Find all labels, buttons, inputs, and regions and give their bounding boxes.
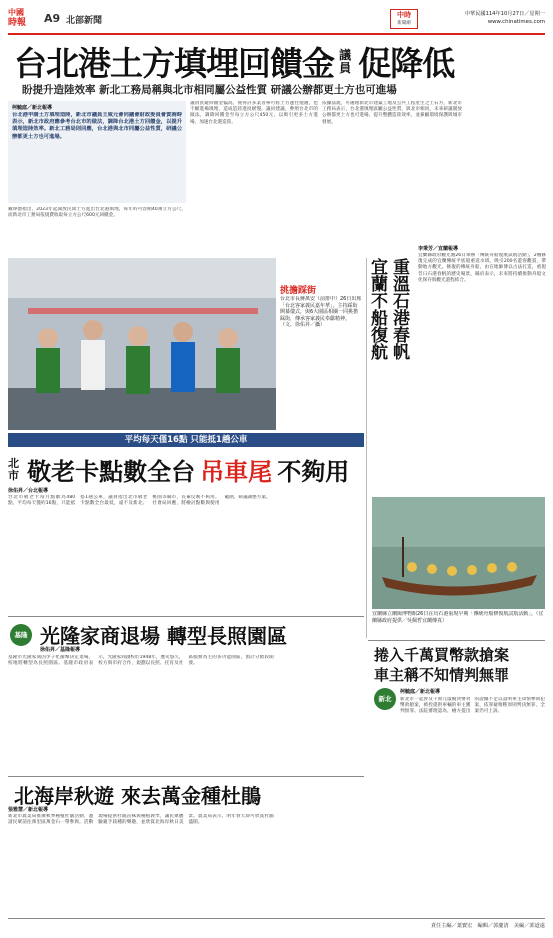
story1-lead: 台北港申請土方填埋造陸，新北市議員王威元會同議會財政委員會質詢時表示，新北市政府應參考台北市的做法，調降台北港土方回饋金，以提升填埋造陸效率。新北工務局則回應，台北港與北市同屬公益性質，研議公辦都更土方也可進場。 <box>12 112 182 140</box>
website-url: www.chinatimes.com <box>487 19 545 25</box>
story1-body-right: 依據法規，可處理新北市建築工地及公共工程產生之土石方，新北市工務局表示，台北港填埋區屬公益性質，與北市相同，未來研議開放公辦都更土方也可進場，提升整體造陸效率，並兼顧環境保護與城市發展。 <box>322 101 462 125</box>
story4-body: 基隆市光隆家商因少子化衝擊決定退場，校地將轉型為長照園區。基隆市政府表示，光隆家商創校於1948年，歷史悠久，校方與市府合作，規劃以長照、托育及社區服務為主的多功能園區，預計分階段開發。 <box>8 655 274 667</box>
story3-headline-main: 敬老卡點數全台 <box>27 458 196 486</box>
logo-bottom-text: 時報 <box>8 18 27 28</box>
story1-headline <box>14 38 544 83</box>
parade-photo-caption: 台北市長蔣萬安（前排中）26日出席「台北客家義民嘉年華」，主持踩街開幕儀式，與6大園區相關一同挑擔踩街，傳承客家義民奉獻精神。（文、徐佑昇／攝） <box>280 296 362 328</box>
footer-credits: 責任主編／葉寶宏 編輯／郭慶清 美編／郭道遠 <box>430 923 545 929</box>
story3-byline: 徐佑昇／台北報導 <box>8 488 49 494</box>
story5-headline-1: 捲入千萬買幣款搶案 <box>374 646 510 664</box>
boat-photo-image <box>372 497 545 609</box>
story4-byline: 徐佑昇／基隆報導 <box>40 647 81 653</box>
story1-body-mid: 議員質疑回饋金偏高，使得許多業者寧可將土方運往他處，也不願進場填埋，造成造陸進度緩慢。議員建議，參照台北市的做法，調降回饋金至每立方公尺450元，以吸引更多土方進場，加速台北港造陸。 <box>190 101 318 125</box>
boat-photo <box>372 497 545 609</box>
story3-headline-red: 吊車尾 <box>200 458 273 486</box>
story2-vertical-headline-1: 宜蘭不船復航 <box>367 258 387 360</box>
story3-body: 台北市敬老卡每月點數為480點，平均每天僅約16點，只能抵搭1趟公車，議員指出北市敬老卡點數全台最低，遠不及新北、桃園等縣市，長輩反映不夠用。社會局回應，將檢討點數與使用範圍，研議調整方案。 <box>8 495 271 507</box>
footer-rule <box>8 918 545 919</box>
story2-byline: 李秉芳／宜蘭報導 <box>418 246 459 252</box>
parade-photo <box>8 258 276 430</box>
story1-subhead: 盼提升造陸效率 新北工務局稱與北市相同屬公益性質 研議公辦都更土方也可進場 <box>22 84 397 96</box>
story1-headline-text: 台北港土方填埋回饋金 <box>14 44 334 83</box>
story1-lead-box <box>8 101 186 203</box>
page-number: A9 <box>44 12 61 25</box>
story3-banner: 平均每天僅16點 只能抵1趟公車 <box>8 433 364 447</box>
brand-mark-text: 中時 <box>397 11 411 19</box>
story5-byline: 柯毓庭／新北報導 <box>400 689 441 695</box>
story3-headline-prefix: 北市 <box>8 456 19 482</box>
story1-body-left: 戴瑋德指出，2023年起開放民間土方進出台北港填埋，每年約可容納40萬立方公尺，而新北市工務局依規費收取每立方公尺600元回饋金。 <box>8 207 186 219</box>
brand-sub-text: 新聞網 <box>397 21 411 26</box>
story1-headline-end: 促降低 <box>358 44 455 83</box>
story6-headline: 北海岸秋遊 來去萬金種杜鵑 <box>14 784 261 808</box>
story5-body: 新北市一起涉及千萬元虛擬貨幣買幣款搶案，被控提供車輛的車主獲判無罪。法院審理認為，檢方提出的證據不足以證明車主知情參與犯案，依罪疑唯輕原則判決無罪，全案仍可上訴。 <box>400 697 545 715</box>
story2-body: 宜蘭縣政府觀光處26日舉辦「傳統舟船復航試航活動」，2艘修復完成的宜蘭傳統平底船重返水域，吸引200名遊客觀賞，帶動地方觀光。修復的傳統舟船，由在地師傅以古法打造，重現昔日石港春帆的歷史場景。縣府表示，未來將持續推動舟船文化保存與觀光遊程結合。 <box>418 253 546 283</box>
section-title: 北部新聞 <box>66 16 103 26</box>
masthead-rule <box>8 33 545 35</box>
story1-kicker: 議員 <box>339 47 352 75</box>
story6-rule <box>8 776 364 777</box>
story5-rule <box>368 640 545 641</box>
story5-headline-2: 車主稱不知情判無罪 <box>374 666 510 684</box>
parade-photo-tag: 挑擔踩街 <box>280 286 317 296</box>
story6-byline: 張雅慧／新北報導 <box>8 807 49 813</box>
logo-top-text: 中國 <box>8 8 24 17</box>
story4-tag: 基隆 <box>10 624 32 646</box>
story5-tag: 新北 <box>374 688 396 710</box>
brand-mark <box>390 9 418 29</box>
story2-vertical-headline-2: 重溫石港春帆 <box>389 258 409 360</box>
newspaper-logo <box>8 8 36 30</box>
story3-headline-end: 不夠用 <box>277 458 350 486</box>
story3-headline <box>8 452 364 486</box>
boat-photo-caption: 宜蘭縣立蘭陽博物館26日在烏石港重現早期「傳統舟船修復航試航活動」。（宜蘭縣政府提供／吳佩哲宜蘭傳真） <box>372 611 544 624</box>
parade-photo-image <box>8 258 276 430</box>
story1-byline: 柯毓庭／新北報導 <box>12 105 53 111</box>
story4-headline: 光隆家商退場 轉型長照園區 <box>40 624 287 648</box>
story4-rule <box>8 616 364 617</box>
story6-body: 新北市農業局推廣秋季種植杜鵑活動，邀請民眾前往萬里區萬金石一帶參與。活動現場提供杜鵑苗株與種植教學，讓民眾體驗親手栽種的樂趣，並欣賞北海岸秋日美景。農業局表示，明年春天即可欣賞杜鵑盛開。 <box>8 814 274 826</box>
masthead <box>8 8 545 32</box>
issue-date: 中華民國114年10月27日／星期一 <box>464 11 545 17</box>
